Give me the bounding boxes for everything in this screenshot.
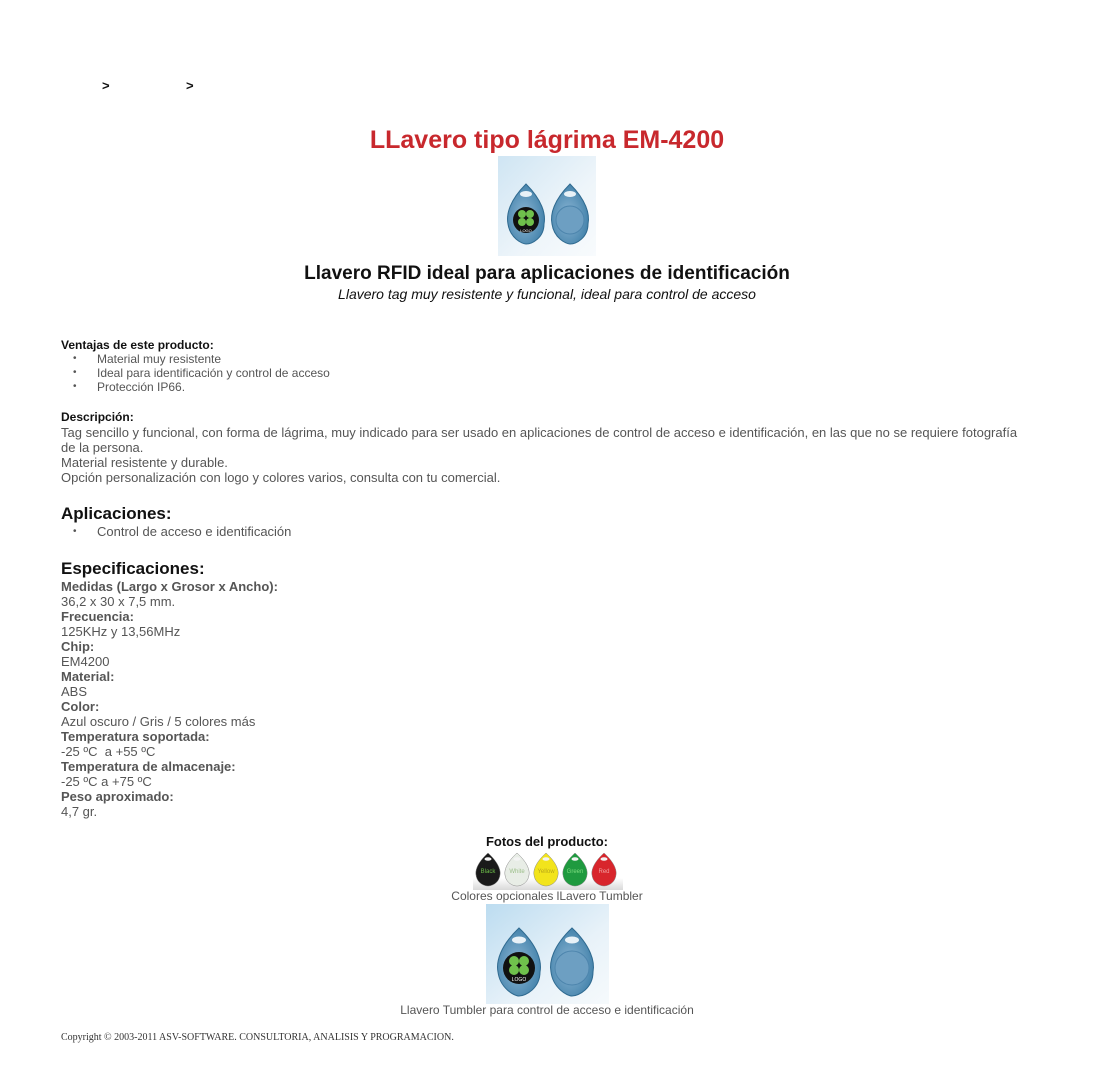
breadcrumb — [100, 78, 210, 96]
color-tag — [592, 853, 616, 886]
spec-label: Chip: — [61, 639, 95, 654]
spec-value: EM4200 — [61, 654, 110, 669]
specifications-section — [61, 559, 1061, 819]
spec-value: Azul oscuro / Gris / 5 colores más — [61, 714, 256, 729]
description-line: Tag sencillo y funcional, con forma de lágrima, muy indicado para ser usado en aplicaciones de control de acceso e identificación, en las que no se requiere fotografía de la persona. — [61, 425, 1018, 455]
color-tag — [563, 853, 587, 886]
advantages-section — [61, 338, 1061, 394]
spec-value: ABS — [61, 684, 88, 699]
color-tag-label: Green — [566, 869, 584, 875]
color-tag-label: Yellow — [537, 869, 555, 875]
spec-label: Material: — [61, 669, 115, 684]
color-tag-label: Black — [480, 869, 496, 875]
color-tag — [476, 853, 500, 886]
photo-caption: Colores opcionales lLavero Tumbler — [451, 889, 643, 903]
product-photo — [486, 904, 609, 1004]
description-line: Opción personalización con logo y colores varios, consulta con tu comercial. — [61, 470, 501, 485]
spec-label: Temperatura de almacenaje: — [61, 759, 236, 774]
photo-caption: Llavero Tumbler para control de acceso e identificación — [400, 1003, 694, 1017]
spec-label: Frecuencia: — [61, 609, 134, 624]
photos-heading: Fotos del producto: — [485, 834, 609, 849]
spec-label: Peso aproximado: — [61, 789, 174, 804]
color-options-image — [473, 850, 623, 890]
subtitle: Llavero RFID ideal para aplicaciones de identificación — [304, 263, 790, 284]
description-section — [61, 410, 1026, 485]
logo-text: LOGO — [520, 228, 532, 233]
color-tag — [505, 853, 529, 886]
copyright-text: Copyright © 2003-2011 ASV-SOFTWARE. CONSULTORIA, ANALISIS Y PROGRAMACION. — [61, 1032, 454, 1043]
spec-value: -25 ºC a +55 ºC — [61, 744, 156, 759]
spec-label: Color: — [61, 699, 100, 714]
spec-label: Medidas (Largo x Grosor x Ancho): — [61, 579, 278, 594]
description-heading: Descripción: — [61, 410, 134, 424]
specifications-heading: Especificaciones: — [61, 559, 205, 578]
spec-label: Temperatura soportada: — [61, 729, 210, 744]
list-item: • Control de acceso e identificación — [61, 524, 1061, 540]
list-item: • Ideal para identificación y control de acceso — [61, 366, 1061, 380]
list-item: • Protección IP66. — [61, 380, 1061, 394]
color-tag-label: White — [509, 869, 525, 875]
logo-text: LOGO — [511, 977, 527, 983]
product-image — [498, 156, 596, 256]
spec-value: 36,2 x 30 x 7,5 mm. — [61, 594, 176, 609]
advantages-list — [61, 352, 1061, 394]
breadcrumb-separator: > — [102, 78, 110, 93]
spec-value: -25 ºC a +75 ºC — [61, 774, 152, 789]
spec-value: 125KHz y 13,56MHz — [61, 624, 181, 639]
breadcrumb-separator: > — [186, 78, 194, 93]
applications-heading: Aplicaciones: — [61, 504, 172, 523]
color-tag-label: Red — [598, 869, 610, 875]
applications-list — [61, 524, 1061, 540]
list-item: • Material muy resistente — [61, 352, 1061, 366]
color-tag — [534, 853, 558, 886]
description-line: Material resistente y durable. — [61, 455, 228, 470]
applications-section — [61, 504, 1061, 540]
advantages-heading: Ventajas de este producto: — [61, 338, 214, 352]
page-title: LLavero tipo lágrima EM-4200 — [369, 126, 725, 154]
spec-value: 4,7 gr. — [61, 804, 98, 819]
tagline: Llavero tag muy resistente y funcional, ideal para control de acceso — [338, 286, 756, 302]
